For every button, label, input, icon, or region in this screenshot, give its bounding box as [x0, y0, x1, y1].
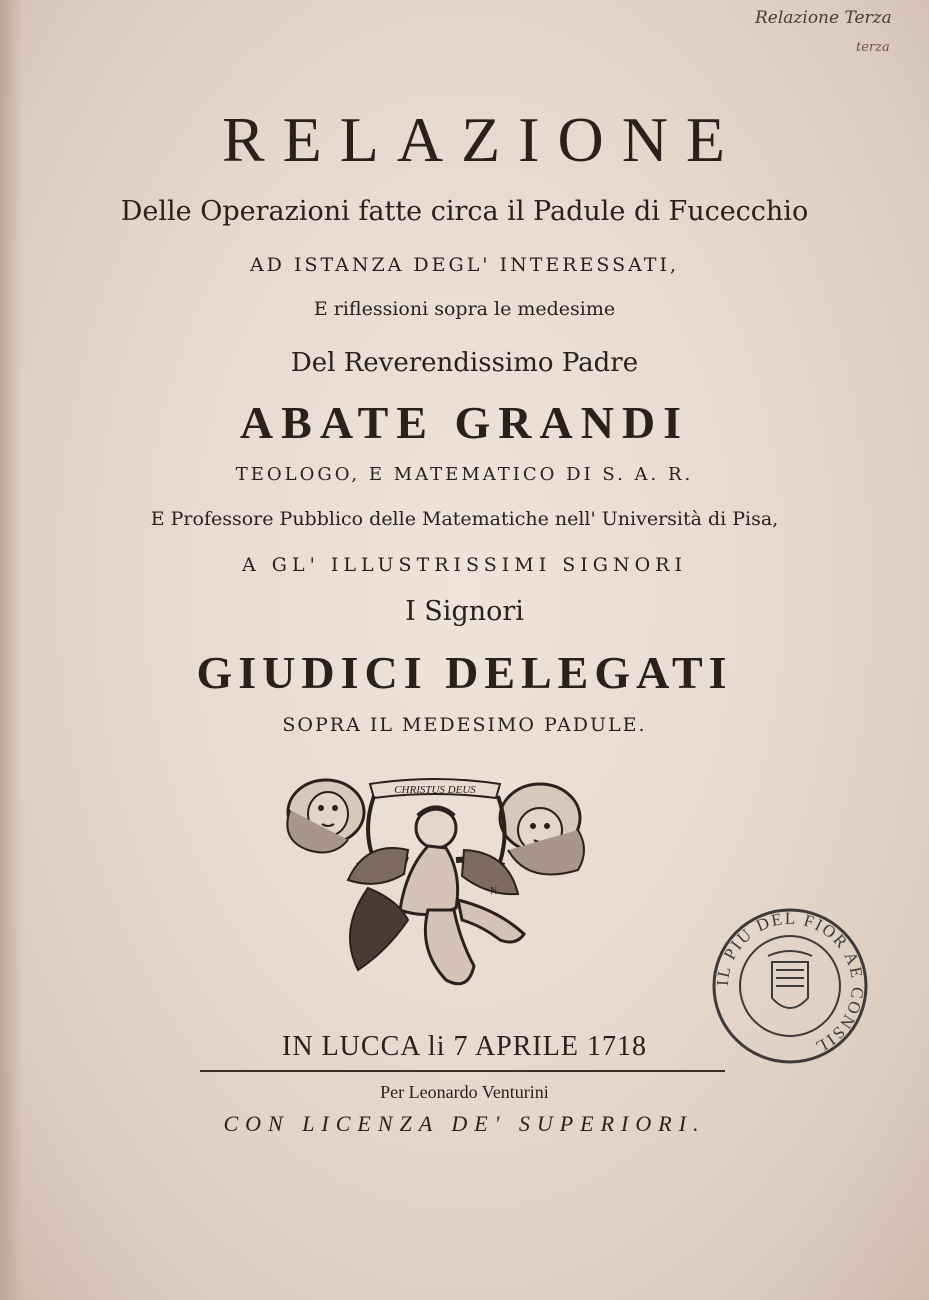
handwritten-note-secondary: terza	[856, 40, 890, 55]
woodcut-banner-text: CHRISTUS DEUS	[394, 784, 476, 796]
woodcut-signature: N.	[490, 886, 500, 897]
dedication-line-1: A GL' ILLUSTRISSIMI SIGNORI	[242, 554, 687, 576]
subtitle-operations: Delle Operazioni fatte circa il Padule di Fucecchio	[120, 196, 809, 227]
imprint-divider	[200, 1070, 725, 1072]
handwritten-note: Relazione Terza	[755, 8, 892, 28]
dedication-line-4: SOPRA IL MEDESIMO PADULE.	[282, 714, 647, 736]
subtitle-reflections: E riflessioni sopra le medesime	[313, 298, 616, 320]
author-profession: E Professore Pubblico delle Matematiche nell' Università di Pisa,	[150, 508, 779, 530]
main-title: RELAZIONE	[221, 104, 744, 175]
stamp-text: IL PIU DEL FIOR AE CONSIL	[712, 908, 868, 1058]
subtitle-instance: AD ISTANZA DEGL' INTERESSATI,	[249, 254, 680, 276]
library-stamp-icon	[710, 906, 870, 1066]
imprint-printer: Per Leonardo Venturini	[380, 1082, 549, 1102]
dedication-line-2: I Signori	[405, 596, 524, 627]
subtitle-reverend: Del Reverendissimo Padre	[290, 348, 639, 378]
author-role: TEOLOGO, E MATEMATICO DI S. A. R.	[235, 464, 694, 485]
woodcut-cherub-icon	[278, 770, 590, 995]
imprint-license: CON LICENZA DE' SUPERIORI.	[223, 1111, 706, 1136]
imprint-place-date: IN LUCCA li 7 APRILE 1718	[282, 1031, 647, 1062]
dedication-line-3: GIUDICI DELEGATI	[196, 647, 733, 698]
author-name: ABATE GRANDI	[239, 397, 690, 448]
